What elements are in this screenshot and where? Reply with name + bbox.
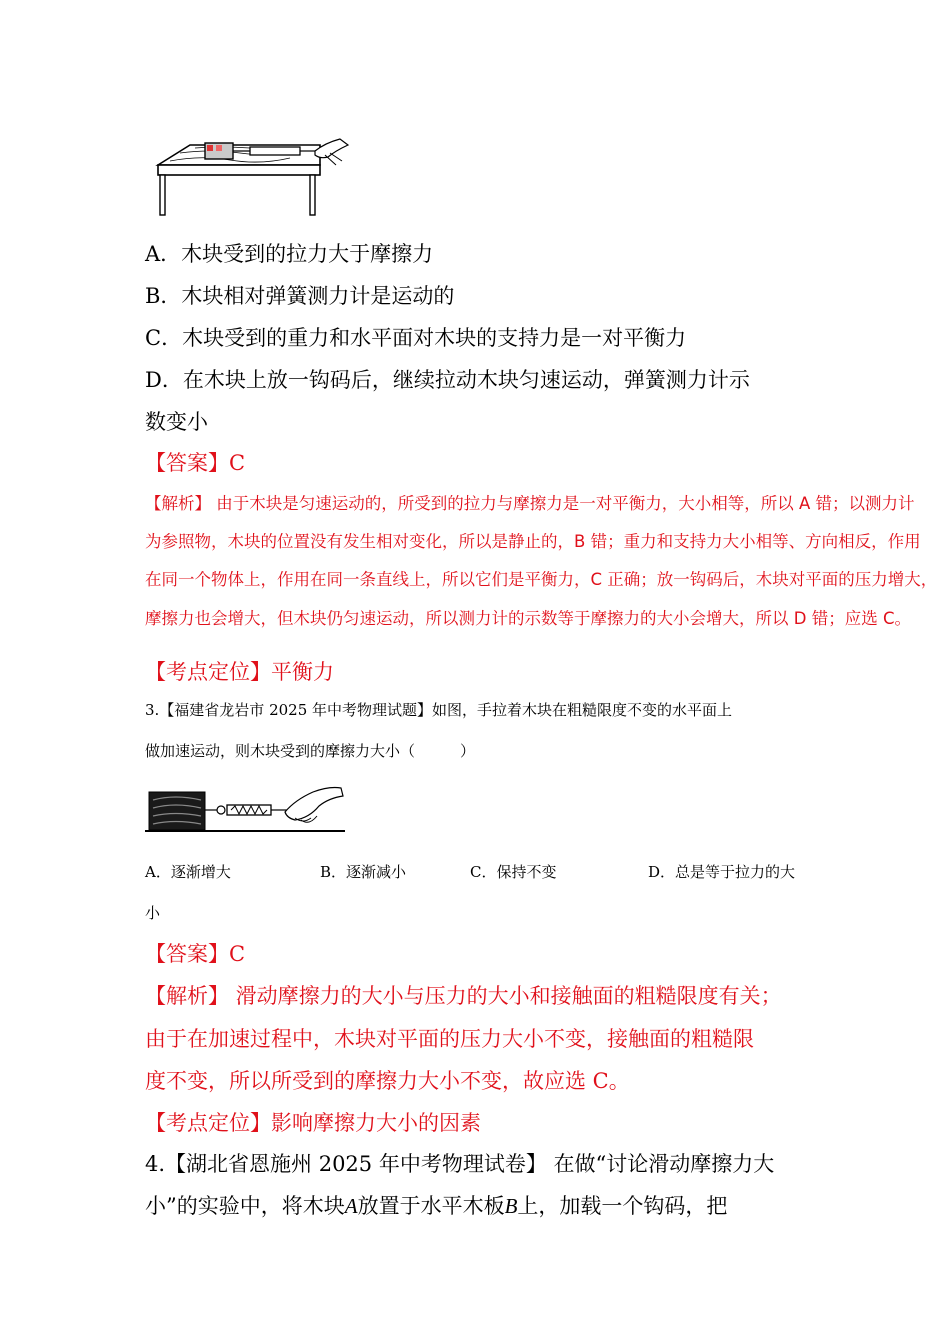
q2-analysis-line-4: 摩擦力也会增大，但木块仍匀速运动，所以测力计的示数等于摩擦力的大小会增大，所以 D 错；应选 C。 — [145, 609, 911, 628]
q2-option-d-cont: 数变小 — [145, 410, 208, 434]
q4-stem-text-b: 放置于水平木板 — [357, 1194, 505, 1218]
q2-answer: 【答案】C — [145, 451, 246, 475]
q2-analysis-line-2: 为参照物，木块的位置没有发生相对变化，所以是静止的，B 错；重力和支持力大小相等、方向相反，作用 — [145, 532, 921, 551]
q2-option-a: A．木块受到的拉力大于摩擦力 — [145, 242, 434, 266]
q4-stem-line-2 — [145, 1190, 727, 1220]
q3-option-a: A．逐渐增大 — [145, 863, 231, 881]
q3-stem-line-2: 做加速运动，则木块受到的摩擦力大小（ ） — [145, 742, 476, 760]
q4-block-a-label: A — [344, 1194, 358, 1218]
q3-option-d-cont: 小 — [145, 904, 161, 922]
q4-stem-text-c: 上，加载一个钩码，把 — [517, 1194, 728, 1218]
q3-analysis-line-2: 由于在加速过程中，木块对平面的压力大小不变，接触面的粗糙限 — [145, 1027, 754, 1051]
q3-option-b: B．逐渐减小 — [320, 863, 407, 881]
q3-analysis-line-3: 度不变，所以所受到的摩擦力大小不变，故应选 C。 — [145, 1069, 630, 1093]
q2-option-c: C．木块受到的重力和水平面对木块的支持力是一对平衡力 — [145, 326, 687, 350]
q2-analysis-line-1: 【解析】 由于木块是匀速运动的，所受到的拉力与摩擦力是一对平衡力，大小相等，所以 A 错；以测力计 — [145, 494, 915, 513]
table-block-figure — [150, 133, 355, 218]
q2-option-d: D．在木块上放一钩码后，继续拉动木块匀速运动，弹簧测力计示 — [145, 368, 750, 392]
q3-answer: 【答案】C — [145, 942, 246, 966]
q4-stem-line-1: 4.【湖北省恩施州 2025 年中考物理试卷】 在做“讨论滑动摩擦力大 — [145, 1152, 775, 1176]
q3-option-d: D．总是等于拉力的大 — [648, 863, 796, 881]
q2-key-point: 【考点定位】平衡力 — [145, 660, 334, 684]
q3-key-point: 【考点定位】影响摩擦力大小的因素 — [145, 1111, 481, 1135]
q2-analysis-line-3: 在同一个物体上，作用在同一条直线上，所以它们是平衡力，C 正确；放一钩码后，木块对平面的压力增大， — [145, 570, 938, 589]
q3-option-c: C．保持不变 — [470, 863, 557, 881]
q3-analysis-line-1: 【解析】 滑动摩擦力的大小与压力的大小和接触面的粗糙限度有关； — [145, 984, 782, 1008]
q2-option-b: B．木块相对弹簧测力计是运动的 — [145, 284, 455, 308]
q3-stem-line-1: 3.【福建省龙岩市 2025 年中考物理试题】如图，手拉着木块在粗糙限度不变的水平面上 — [145, 701, 733, 719]
q4-stem-text-a: 小”的实验中，将木块 — [145, 1194, 345, 1218]
q4-board-b-label: B — [504, 1194, 518, 1218]
hand-pull-block-figure — [145, 778, 350, 836]
